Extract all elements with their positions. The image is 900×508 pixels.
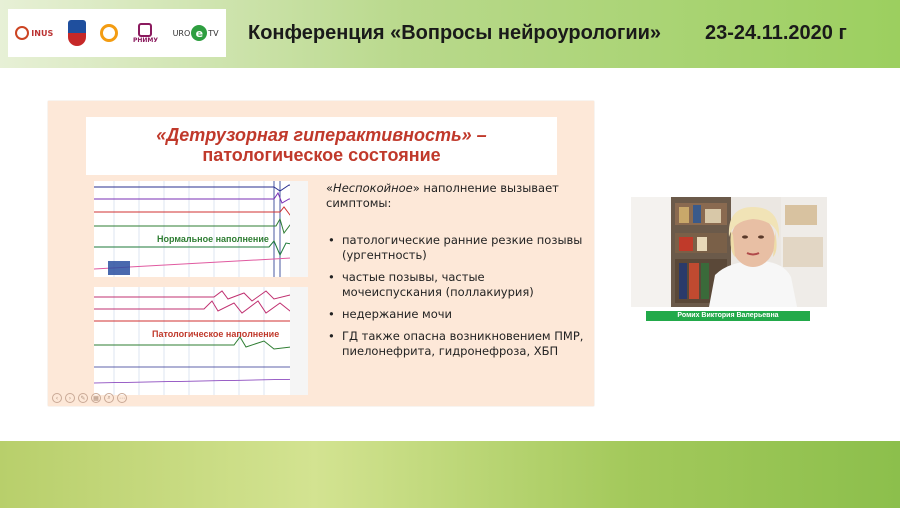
- slide-body-text: [326, 181, 586, 366]
- shield-logo: [68, 20, 86, 46]
- urotv-e-icon: e: [191, 25, 207, 41]
- next-slide-icon[interactable]: ›: [65, 393, 75, 403]
- slide-intro-rest: наполнение вызывает симптомы:: [326, 181, 559, 210]
- list-item: • недержание мочи: [338, 307, 586, 322]
- inus-logo: [15, 26, 53, 40]
- urotv-prefix: URO: [172, 28, 191, 38]
- urodynamic-chart-pathological: [94, 287, 308, 395]
- society-logo: [100, 24, 118, 42]
- footer-bar: [0, 441, 900, 508]
- pen-icon[interactable]: ✎: [78, 393, 88, 403]
- slides-grid-icon[interactable]: ▦: [91, 393, 101, 403]
- slide-intro-italic: Неспокойное: [333, 181, 413, 195]
- symptom-list: [326, 233, 586, 359]
- normal-trace-graphic: [94, 181, 308, 277]
- circle-emblem-icon: [100, 24, 118, 42]
- slide-intro: «Неспокойное» наполнение вызывает симптомы:: [326, 181, 559, 210]
- normal-filling-label: Нормальное наполнение: [157, 234, 269, 244]
- logo-strip: [8, 9, 226, 57]
- conference-title: Конференция «Вопросы нейроурологии»: [248, 22, 662, 44]
- pathological-trace-graphic: [94, 287, 308, 395]
- list-item: • ГД также опасна возникновением ПМР, пиелонефрита, гидронефроза, ХБП: [338, 329, 586, 359]
- presentation-slide: [48, 101, 594, 406]
- conference-date: 23-24.11.2020 г: [705, 22, 847, 44]
- slide-title: [86, 117, 557, 175]
- shield-icon: [68, 20, 86, 46]
- pathological-filling-label: Патологическое наполнение: [152, 329, 280, 339]
- urodynamic-chart-normal: [94, 181, 308, 277]
- list-item: • частые позывы, частые мочеиспускания (поллакиурия): [338, 270, 586, 300]
- slide-title-line2: патологическое состояние: [202, 145, 441, 165]
- speaker-video-frame: [631, 197, 827, 307]
- slide-title-line1: «Детрузорная гиперактивность» –: [156, 125, 487, 145]
- more-options-icon[interactable]: ⋯: [119, 394, 125, 402]
- speaker-webcam: [631, 197, 827, 307]
- speaker-name-caption: Ромих Виктория Валерьевна: [646, 311, 810, 321]
- zoom-icon[interactable]: ⌕: [104, 393, 114, 403]
- urotv-suffix: TV: [208, 28, 219, 38]
- inus-ring-icon: [15, 26, 29, 40]
- rnimu-emblem-icon: [138, 23, 152, 37]
- urotv-logo: [173, 25, 219, 41]
- rnimu-logo: [133, 23, 158, 44]
- header-bar: [0, 0, 900, 68]
- slide-controls: [52, 393, 127, 403]
- list-item: • патологические ранние резкие позывы (ургентность): [338, 233, 586, 263]
- rnimu-logo-text: РНИМУ: [132, 36, 158, 44]
- inus-logo-text: INUS: [31, 28, 54, 38]
- prev-slide-icon[interactable]: ‹: [52, 393, 62, 403]
